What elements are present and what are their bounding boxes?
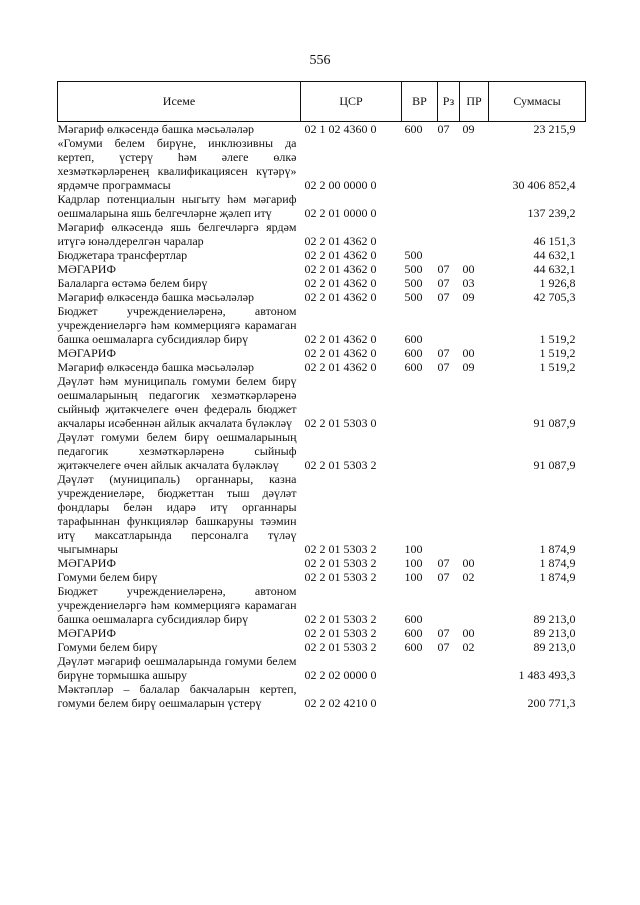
cell-pr	[460, 192, 489, 220]
cell-name: Мәгариф өлкәсендә башка мәсьәләләр	[57, 290, 255, 304]
cell-rz	[438, 304, 460, 346]
cell-rz: 07	[437, 556, 450, 570]
cell-rz: 07	[437, 262, 450, 276]
cell-csr: 02 2 01 5303 2	[304, 570, 377, 584]
cell-pr	[460, 472, 489, 556]
table-row	[58, 556, 586, 570]
header-pr: ПР	[460, 82, 489, 122]
cell-pr	[460, 220, 489, 248]
cell-sum: 30 406 852,4	[512, 178, 576, 192]
cell-name: Дәүләт гомуми белем бирү оешмаларының педагогик хезмәткәрләренә сыйныф җитәкчелеге өчен айлык акчалата бүләкләү	[57, 430, 297, 472]
header-rz: Рз	[438, 82, 460, 122]
cell-csr: 02 2 01 5303 0	[304, 416, 377, 430]
cell-pr	[460, 654, 489, 682]
cell-rz: 07	[437, 626, 450, 640]
cell-name: Гомуми белем бирү	[57, 640, 158, 654]
page-number: 556	[309, 53, 331, 68]
table-header-row	[58, 82, 586, 122]
cell-sum: 46 151,3	[533, 234, 576, 248]
cell-vr	[402, 192, 438, 220]
table-row	[58, 584, 586, 626]
cell-rz	[438, 192, 460, 220]
cell-vr: 600	[404, 612, 423, 626]
cell-csr: 02 2 01 0000 0	[304, 206, 377, 220]
cell-name: Дәүләт һәм муниципаль гомуми белем бирү оешмаларының педагогик хезмәткәрләренә сыйныф җитәкчелеге өчен федераль бюджет акчалары исәбеннән айлык акчалата бүләкләү	[57, 374, 297, 430]
header-sum: Суммасы	[489, 82, 586, 122]
cell-sum: 1 519,2	[539, 360, 576, 374]
cell-pr	[460, 682, 489, 710]
cell-rz	[438, 374, 460, 430]
cell-pr: 02	[462, 570, 475, 584]
cell-name: Мәктәпләр – балалар бакчаларын кертеп, гомуми белем бирү оешмаларын үстерү	[57, 682, 297, 710]
cell-name: Гомуми белем бирү	[57, 570, 158, 584]
cell-sum: 91 087,9	[533, 416, 576, 430]
cell-pr: 09	[462, 290, 475, 304]
cell-rz: 07	[437, 346, 450, 360]
cell-pr: 02	[462, 640, 475, 654]
cell-rz	[438, 136, 460, 192]
cell-rz: 07	[437, 290, 450, 304]
cell-rz: 07	[437, 360, 450, 374]
table-row	[58, 192, 586, 220]
cell-csr: 02 2 01 5303 2	[304, 640, 377, 654]
cell-vr: 100	[404, 556, 423, 570]
cell-csr: 02 2 01 4362 0	[304, 262, 377, 276]
cell-sum: 200 771,3	[527, 696, 576, 710]
table-row	[58, 640, 586, 654]
cell-name: МӘГАРИФ	[57, 346, 116, 360]
cell-rz	[438, 654, 460, 682]
cell-pr: 00	[462, 262, 475, 276]
cell-name: Дәүләт (муниципаль) органнары, казна учреждениеләре, бюджеттан тыш дәүләт фондлары белән идарә итү органнары тарафыннан функцияләр башкаруны тәэмин итү максатларында персоналга түләү чыгымнары	[57, 472, 297, 556]
cell-pr	[460, 248, 489, 262]
table-row	[58, 472, 586, 556]
cell-csr: 02 2 01 4362 0	[304, 346, 377, 360]
cell-sum: 1 483 493,3	[518, 668, 576, 682]
table-row	[58, 304, 586, 346]
cell-name: Бюджет учреждениеләренә, автоном учреждениеләргә һәм коммерциягә карамаган башка оешмаларга субсидияләр бирү	[57, 584, 297, 626]
header-vr: ВР	[402, 82, 438, 122]
cell-rz	[438, 430, 460, 472]
cell-name: Кадрлар потенциалын ныгыту һәм мәгариф оешмаларына яшь белгечләрне җәлеп итү	[57, 192, 297, 220]
cell-rz	[438, 682, 460, 710]
table-row	[58, 122, 586, 137]
cell-sum: 1 874,9	[539, 570, 576, 584]
cell-sum: 42 705,3	[533, 290, 576, 304]
cell-vr: 100	[404, 570, 423, 584]
cell-rz: 07	[437, 640, 450, 654]
cell-vr: 600	[404, 122, 423, 136]
cell-pr: 09	[462, 122, 475, 136]
cell-rz: 07	[437, 122, 450, 136]
cell-sum: 137 239,2	[527, 206, 576, 220]
cell-vr	[402, 136, 438, 192]
cell-vr: 600	[404, 332, 423, 346]
budget-table	[57, 81, 586, 710]
cell-sum: 1 874,9	[539, 542, 576, 556]
cell-csr: 02 2 01 5303 2	[304, 612, 377, 626]
cell-vr: 100	[404, 542, 423, 556]
table-row	[58, 374, 586, 430]
cell-csr: 02 2 01 4362 0	[304, 332, 377, 346]
cell-name: Балаларга өстәмә белем бирү	[57, 276, 208, 290]
cell-csr: 02 2 01 5303 2	[304, 458, 377, 472]
cell-sum: 91 087,9	[533, 458, 576, 472]
cell-sum: 89 213,0	[533, 626, 576, 640]
cell-vr	[402, 220, 438, 248]
cell-name: Бюджет учреждениеләренә, автоном учреждениеләргә һәм коммерциягә карамаган башка оешмаларга субсидияләр бирү	[57, 304, 297, 346]
table-body	[58, 122, 586, 711]
table-row	[58, 220, 586, 248]
cell-name: Мәгариф өлкәсендә башка мәсьәләләр	[57, 122, 255, 136]
cell-sum: 1 519,2	[539, 332, 576, 346]
cell-csr: 02 2 01 4362 0	[304, 276, 377, 290]
cell-vr: 500	[404, 262, 423, 276]
table-row	[58, 248, 586, 262]
table-row	[58, 570, 586, 584]
table-row	[58, 360, 586, 374]
cell-name: МӘГАРИФ	[57, 262, 116, 276]
table-row	[58, 626, 586, 640]
table-row	[58, 276, 586, 290]
cell-csr: 02 2 01 4362 0	[304, 234, 377, 248]
cell-name: Мәгариф өлкәсендә яшь белгечләргә ярдәм итүгә юнәлдерелгән чаралар	[57, 220, 297, 248]
cell-pr	[460, 374, 489, 430]
cell-name: Мәгариф өлкәсендә башка мәсьәләләр	[57, 360, 255, 374]
cell-sum: 1 926,8	[539, 276, 576, 290]
cell-csr: 02 2 01 4362 0	[304, 360, 377, 374]
cell-vr: 500	[404, 248, 423, 262]
cell-pr: 03	[462, 276, 475, 290]
cell-vr: 600	[404, 640, 423, 654]
table-row	[58, 654, 586, 682]
cell-csr: 02 2 02 0000 0	[304, 668, 377, 682]
cell-rz: 07	[437, 276, 450, 290]
header-csr: ЦСР	[301, 82, 402, 122]
cell-name: Бюджетара трансфертлар	[57, 248, 188, 262]
cell-pr	[460, 430, 489, 472]
cell-sum: 44 632,1	[533, 262, 576, 276]
cell-rz	[438, 472, 460, 556]
cell-pr	[460, 136, 489, 192]
cell-pr: 00	[462, 626, 475, 640]
cell-pr: 00	[462, 346, 475, 360]
cell-rz	[438, 220, 460, 248]
cell-pr: 09	[462, 360, 475, 374]
cell-pr	[460, 304, 489, 346]
cell-vr: 600	[404, 346, 423, 360]
cell-sum: 1 874,9	[539, 556, 576, 570]
cell-name: МӘГАРИФ	[57, 626, 116, 640]
cell-csr: 02 2 01 4362 0	[304, 290, 377, 304]
cell-csr: 02 2 01 5303 2	[304, 626, 377, 640]
cell-rz	[438, 248, 460, 262]
cell-csr: 02 2 01 4362 0	[304, 248, 377, 262]
cell-name: МӘГАРИФ	[57, 556, 116, 570]
table-row	[58, 136, 586, 192]
header-name: Исеме	[58, 82, 301, 122]
cell-sum: 44 632,1	[533, 248, 576, 262]
cell-csr: 02 2 01 5303 2	[304, 556, 377, 570]
table-row	[58, 682, 586, 710]
table-row	[58, 262, 586, 276]
cell-csr: 02 1 02 4360 0	[304, 122, 377, 136]
cell-sum: 89 213,0	[533, 640, 576, 654]
table-row	[58, 290, 586, 304]
cell-vr: 500	[404, 276, 423, 290]
cell-vr	[402, 654, 438, 682]
cell-vr	[402, 682, 438, 710]
cell-vr	[402, 430, 438, 472]
cell-sum: 1 519,2	[539, 346, 576, 360]
cell-name: «Гомуми белем бирүне, инклюзивны да кертеп, үстерү һәм әлеге өлкә хезмәткәрләренең квалификациясен күтәрү» ярдәмче программасы	[57, 136, 297, 192]
cell-pr	[460, 584, 489, 626]
cell-rz	[438, 584, 460, 626]
cell-vr	[402, 374, 438, 430]
cell-csr: 02 2 02 4210 0	[304, 696, 377, 710]
cell-vr: 500	[404, 290, 423, 304]
cell-name: Дәүләт мәгариф оешмаларында гомуми белем бирүне тормышка ашыру	[57, 654, 297, 682]
table-row	[58, 430, 586, 472]
table-row	[58, 346, 586, 360]
cell-vr: 600	[404, 626, 423, 640]
cell-sum: 23 215,9	[533, 122, 576, 136]
cell-rz: 07	[437, 570, 450, 584]
cell-csr: 02 2 00 0000 0	[304, 178, 377, 192]
cell-sum: 89 213,0	[533, 612, 576, 626]
cell-csr: 02 2 01 5303 2	[304, 542, 377, 556]
cell-pr: 00	[462, 556, 475, 570]
cell-vr: 600	[404, 360, 423, 374]
